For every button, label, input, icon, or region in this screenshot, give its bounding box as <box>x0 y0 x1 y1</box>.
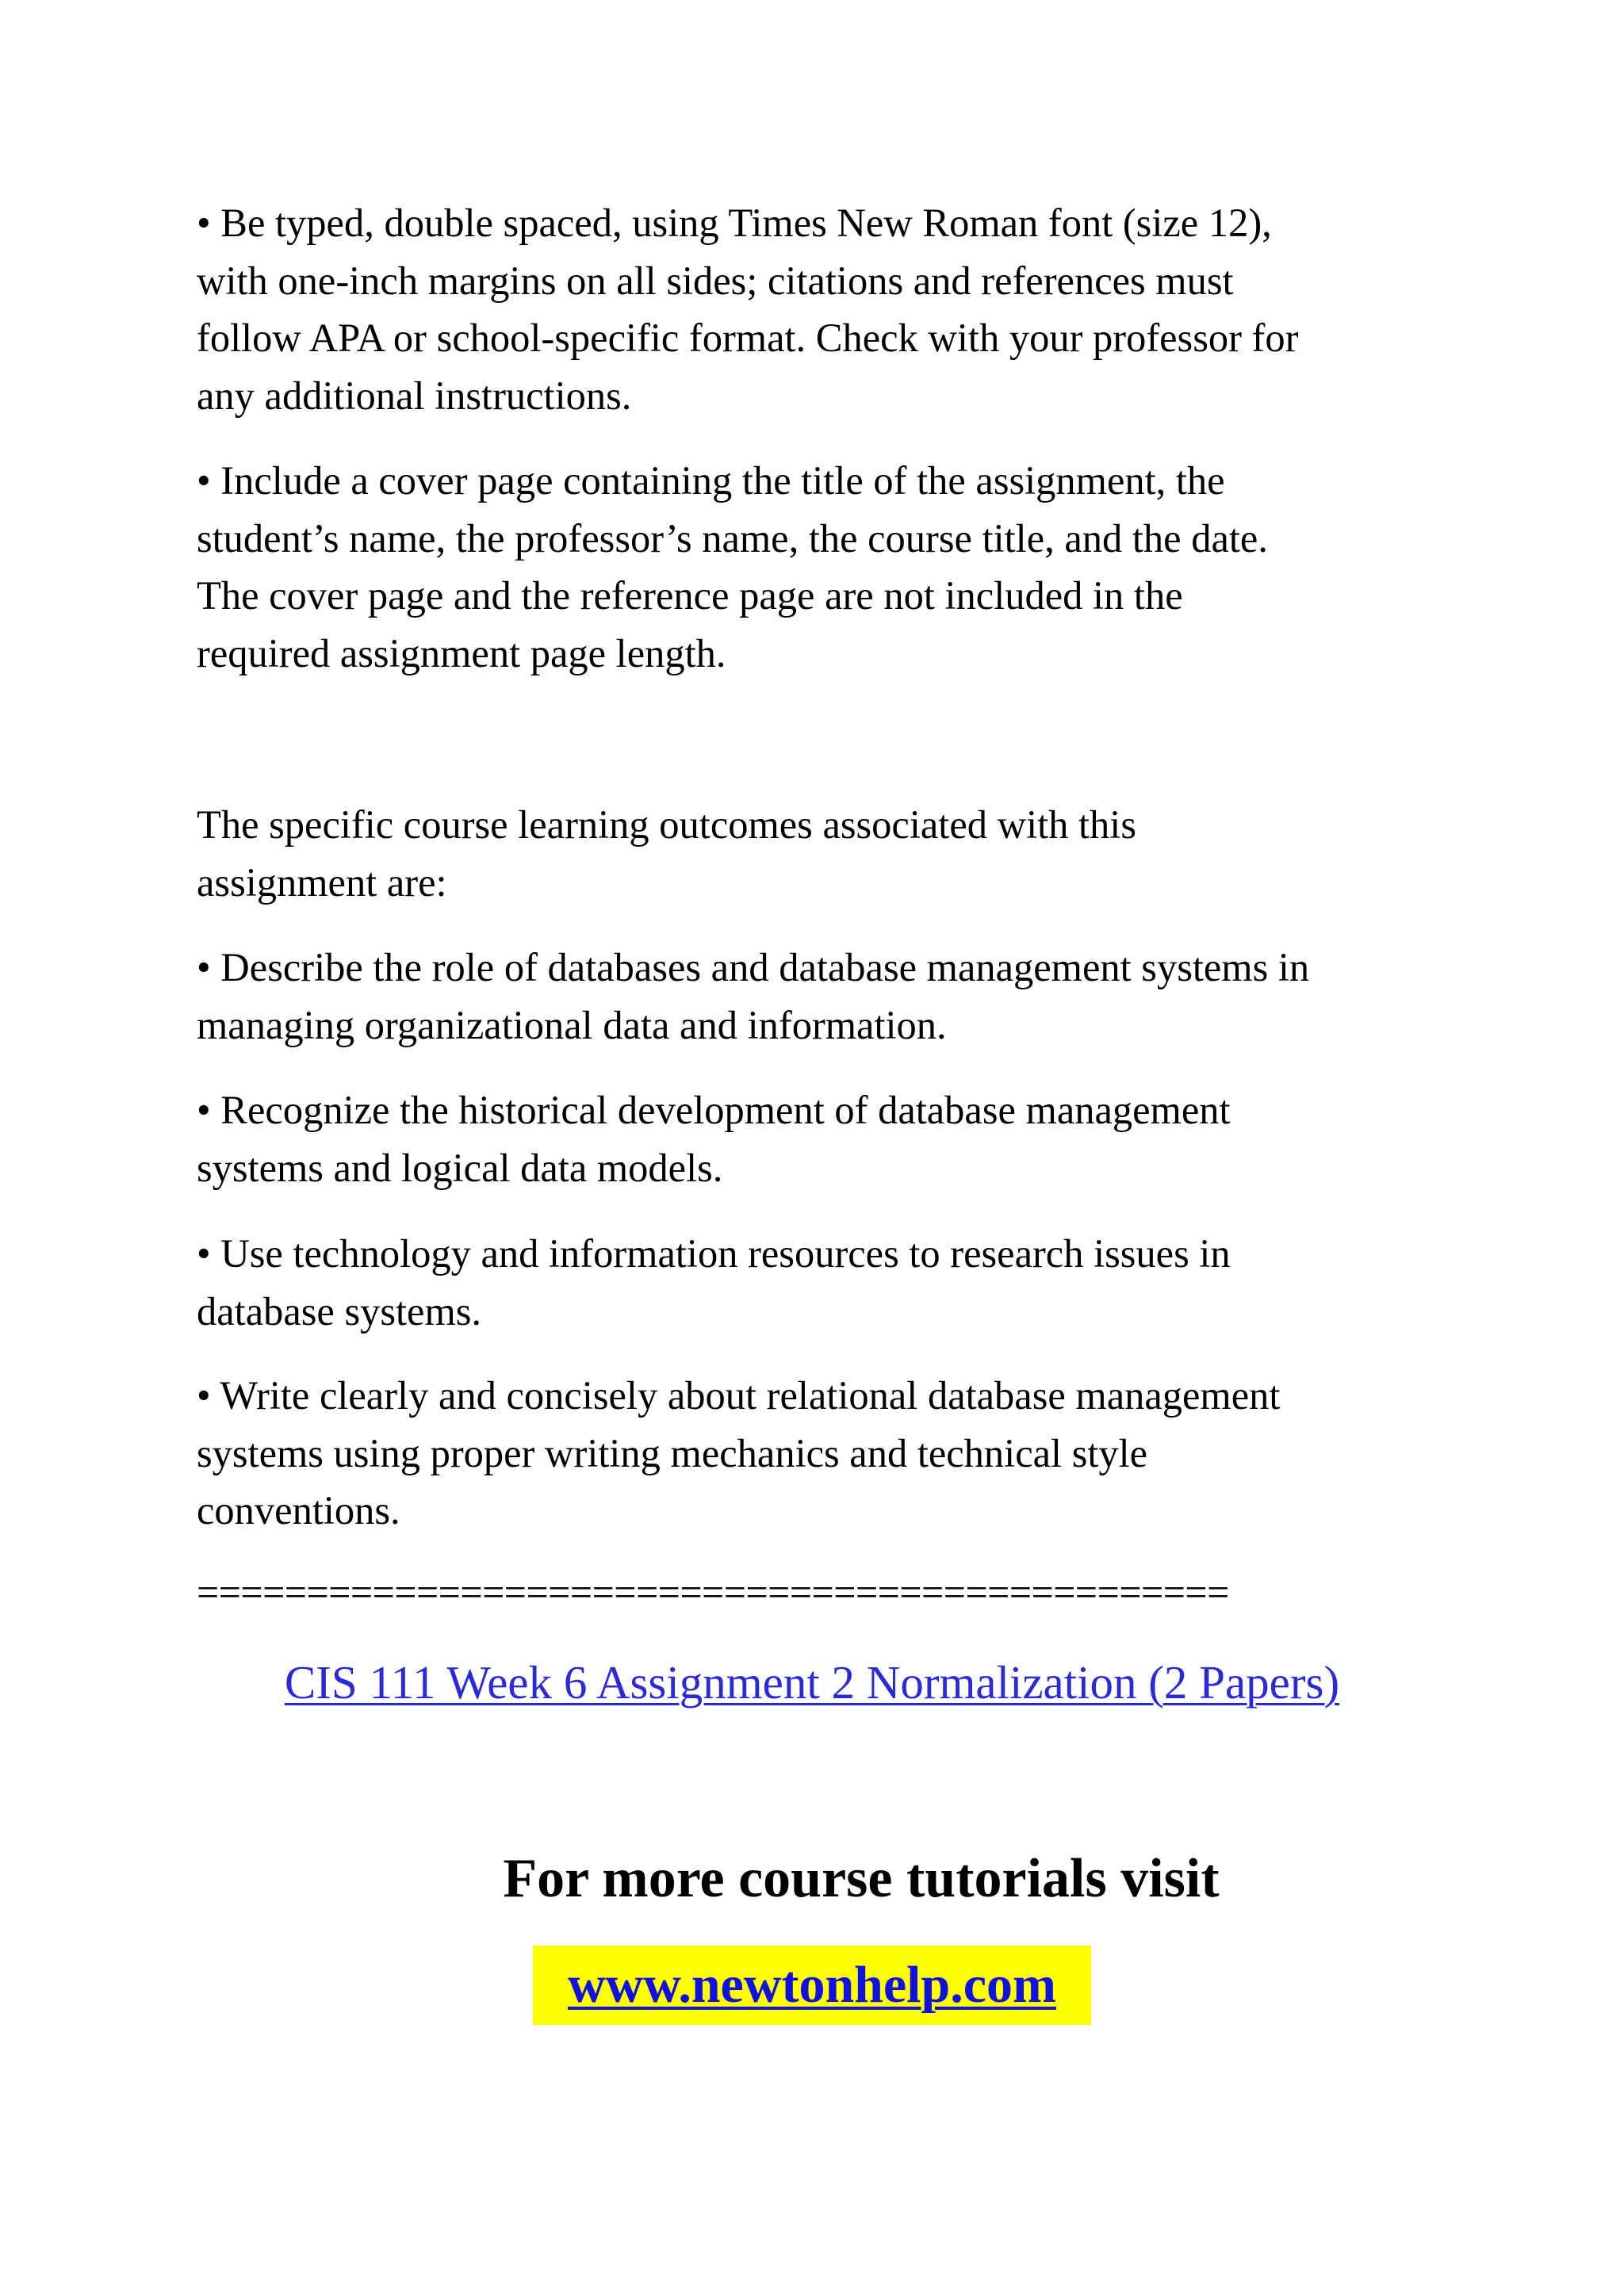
format-requirements-paragraph <box>197 194 1434 424</box>
paragraph-line: • Use technology and information resources to research issues in <box>197 1231 1231 1276</box>
paragraph-line: follow APA or school-specific format. Check with your professor for <box>197 316 1299 360</box>
paragraph-line: conventions. <box>197 1488 400 1533</box>
paragraph-line: • Recognize the historical development of database management <box>197 1088 1231 1132</box>
outcome-item-2 <box>197 1081 1434 1196</box>
paragraph-line: managing organizational data and information. <box>197 1002 947 1047</box>
paragraph-line: database systems. <box>197 1288 482 1334</box>
paragraph-line: • Describe the role of databases and database management systems in <box>197 945 1310 989</box>
outcome-item-1 <box>197 939 1434 1054</box>
paragraph-line: student’s name, the professor’s name, the course title, and the date. <box>197 515 1268 561</box>
outcome-item-3 <box>197 1225 1434 1340</box>
outcome-item-4 <box>197 1367 1434 1540</box>
paragraph-line: • Be typed, double spaced, using Times New Roman font (size 12), <box>197 201 1272 245</box>
paragraph-line: • Include a cover page containing the title of the assignment, the <box>197 458 1225 503</box>
outcomes-intro-paragraph <box>197 796 1434 911</box>
paragraph-line: with one-inch margins on all sides; citations and references must <box>197 258 1234 303</box>
paragraph-line: required assignment page length. <box>197 630 726 675</box>
paragraph-line: The specific course learning outcomes associated with this <box>197 802 1136 847</box>
course-title-link[interactable]: CIS 111 Week 6 Assignment 2 Normalization (2 Papers) <box>284 1656 1340 1709</box>
paragraph-line: The cover page and the reference page are not included in the <box>197 573 1183 618</box>
paragraph-line: systems and logical data models. <box>197 1145 723 1190</box>
cover-page-paragraph <box>197 452 1434 682</box>
paragraph-line: • Write clearly and concisely about relational database management <box>197 1373 1281 1418</box>
website-link[interactable]: www.newtonhelp.com <box>567 1956 1056 2014</box>
site-link-highlight <box>533 1946 1091 2025</box>
section-separator: =============================================== <box>197 1570 1229 1614</box>
paragraph-line: assignment are: <box>197 859 447 905</box>
paragraph-line: any additional instructions. <box>197 373 632 418</box>
paragraph-line: systems using proper writing mechanics and technical style <box>197 1430 1148 1475</box>
tutorials-heading: For more course tutorials visit <box>503 1848 1220 1909</box>
course-link-container <box>0 1651 1624 1714</box>
